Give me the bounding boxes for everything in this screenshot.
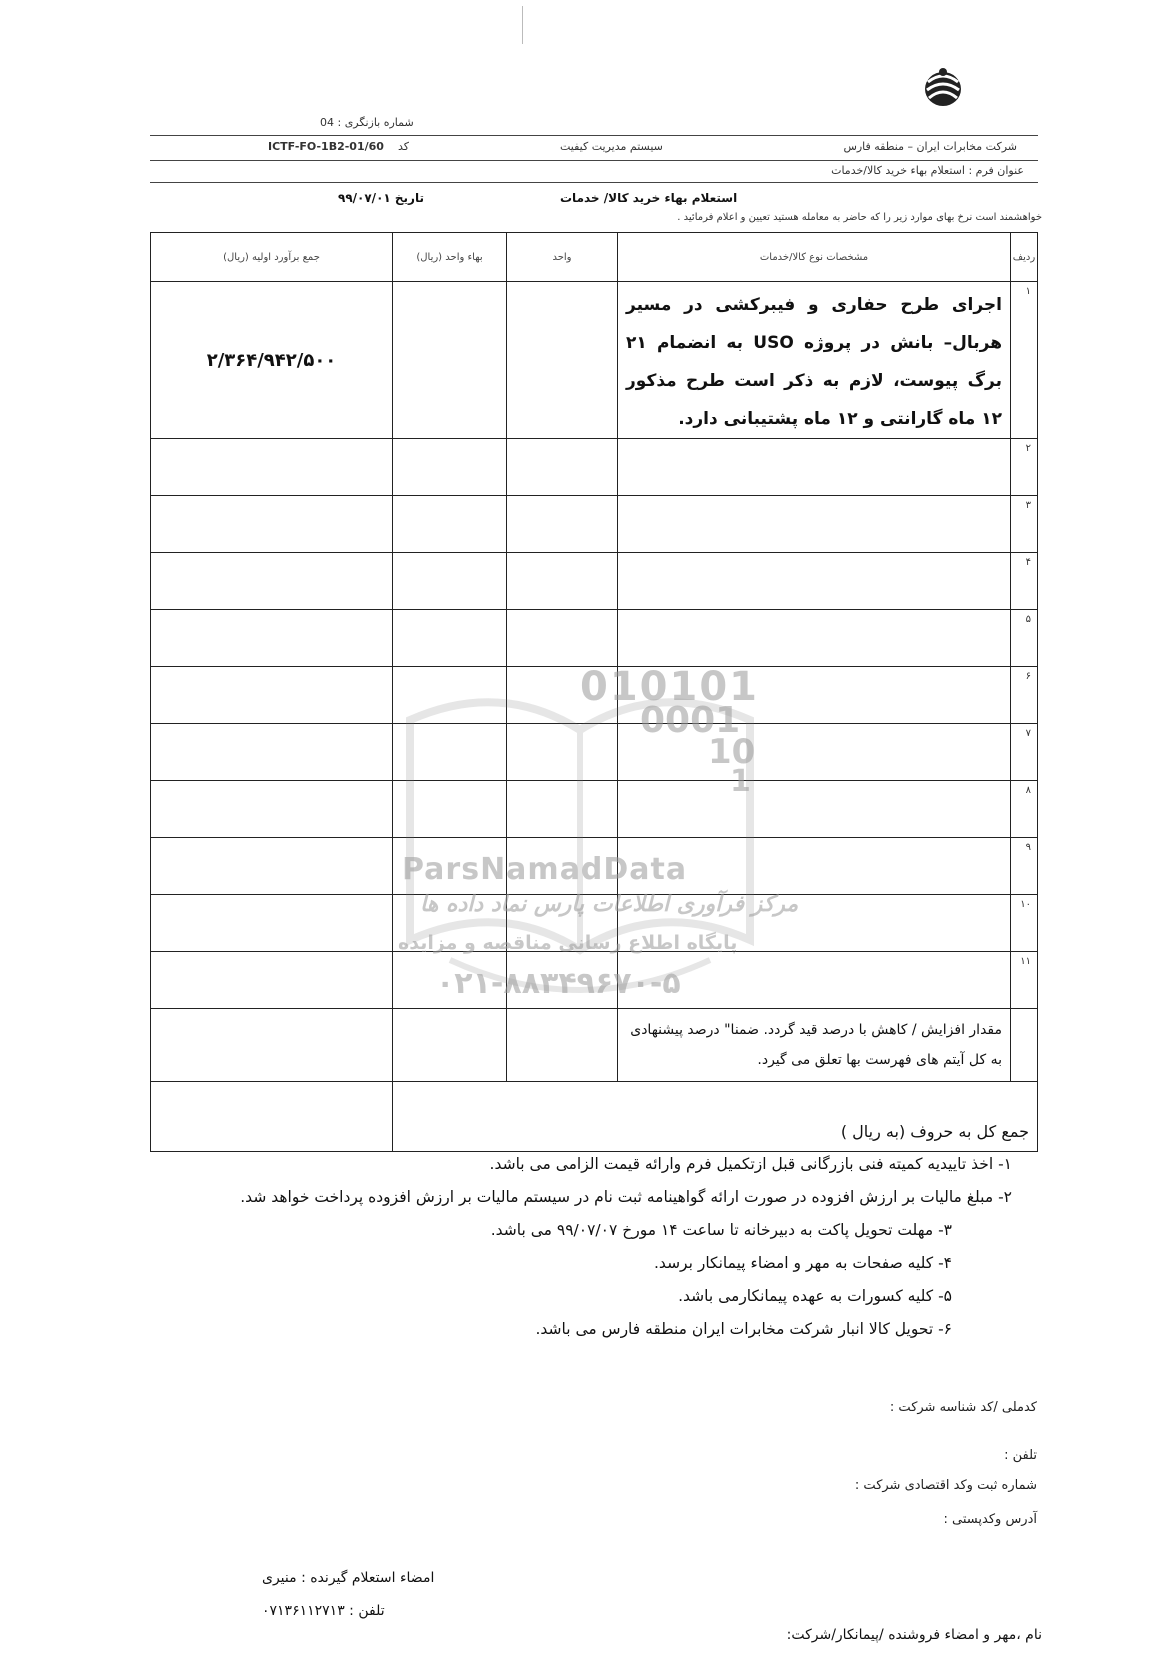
row-number: ۴: [1011, 553, 1038, 610]
table-row: [151, 439, 1038, 496]
table-row: [151, 282, 1038, 439]
row-total: ۲/۳۶۴/۹۴۲/۵۰۰: [151, 282, 393, 439]
col-header-unit: واحد: [507, 233, 618, 282]
condition-item: ۵- کلیه کسورات به عهده پیمانکارمی باشد.: [678, 1287, 952, 1305]
table-row: [151, 610, 1038, 667]
row-unit-price: [393, 282, 507, 439]
watermark-phone: ۰۲۱-۸۸۳۴۹۶۷۰-۵: [436, 966, 681, 1001]
watermark-line1: مرکز فرآوری اطلاعات پارس نماد داده ها: [420, 892, 799, 917]
inquiry-date: تاریخ ۹۹/۰۷/۰۱: [338, 191, 424, 205]
condition-item: ۴- کلیه صفحات به مهر و امضاء پیمانکار برسد.: [654, 1254, 952, 1272]
row-number: ۱۱: [1011, 952, 1038, 1009]
sum-in-words: جمع کل به حروف (به ریال ): [393, 1082, 1038, 1152]
table-row: [151, 496, 1038, 553]
row-number: ۷: [1011, 724, 1038, 781]
instruction-text: خواهشمند است نرخ بهای موارد زیر را که حاضر به معامله هستید تعیین و اعلام فرمائید .: [677, 212, 1042, 223]
condition-item: ۱- اخذ تاییدیه کمیته فنی بازرگانی قبل ازتکمیل فرم وارائه قیمت الزامی می باشد.: [489, 1155, 1012, 1173]
row-description: اجرای طرح حفاری و فیبرکشی در مسیر هربال– بانش در پروژه USO به انضمام ۲۱ برگ پیوست، لازم به ذکر است طرح مذکور ۱۲ ماه گارانتی و ۱۲ ماه پشتیبانی دارد.: [618, 282, 1011, 439]
form-title: عنوان فرم : استعلام بهاء خرید کالا/خدمات: [831, 164, 1024, 177]
header-bottom-line: [150, 182, 1038, 183]
economic-code-field: شماره ثبت وکد اقتصادی شرکت :: [854, 1478, 1037, 1493]
scan-mark: [522, 6, 523, 44]
row-number: ۳: [1011, 496, 1038, 553]
system-name: سیستم مدیریت کیفیت: [560, 140, 663, 153]
watermark-binary: 010101: [580, 664, 759, 710]
form-code-label: کد: [398, 140, 410, 153]
row-number: ۹: [1011, 838, 1038, 895]
phone-field: تلفن :: [1004, 1448, 1037, 1463]
watermark-binary: 10: [708, 732, 756, 772]
col-header-total: جمع برآورد اولیه (ریال): [151, 233, 393, 282]
row-number: ۵: [1011, 610, 1038, 667]
company-logo-icon: [918, 66, 968, 112]
address-field: آدرس وکدپستی :: [943, 1512, 1037, 1527]
table-row: [151, 553, 1038, 610]
watermark-brand: ParsNamadData: [402, 852, 688, 887]
company-name: شرکت مخابرات ایران – منطقه فارس: [843, 140, 1017, 153]
header-top-line: [150, 135, 1038, 136]
row-number: ۶: [1011, 667, 1038, 724]
watermark-binary: 1: [730, 764, 751, 799]
form-code: ICTF-FO-1B2-01/60: [268, 140, 384, 153]
percent-note: مقدار افزایش / کاهش با درصد قید گردد. ضمنا" درصد پیشنهادی به کل آیتم های فهرست بها تعلق می گیرد.: [618, 1009, 1011, 1082]
row-number: ۱۰: [1011, 895, 1038, 952]
national-id-field: کدملی /کد شناسه شرکت :: [889, 1400, 1037, 1415]
condition-item: ۲- مبلغ مالیات بر ارزش افزوده در صورت ارائه گواهینامه ثبت نام در سیستم مالیات بر ارزش افزوده پرداخت خواهد شد.: [240, 1188, 1012, 1206]
row-number: ۱: [1011, 282, 1038, 439]
col-header-desc: مشخصات نوع کالا/خدمات: [618, 233, 1011, 282]
col-header-unit-price: بهاء واحد (ریال): [393, 233, 507, 282]
row-number: ۸: [1011, 781, 1038, 838]
condition-item: ۶- تحویل کالا انبار شرکت مخابرات ایران منطقه فارس می باشد.: [535, 1320, 952, 1338]
row-unit: [507, 282, 618, 439]
main-title: استعلام بهاء خرید کالا/ خدمات: [560, 191, 738, 205]
inquirer-phone: تلفن : ۰۷۱۳۶۱۱۲۷۱۳: [262, 1603, 385, 1619]
row-number: ۲: [1011, 439, 1038, 496]
watermark-binary: 0001: [640, 700, 741, 741]
seller-signature: نام ،مهر و امضاء فروشنده /پیمانکار/شرکت:: [786, 1627, 1042, 1643]
watermark-line2: پایگاه اطلاع رسانی مناقصه و مزایده: [398, 932, 738, 954]
revision-number: شماره بازنگری : 04: [320, 116, 414, 129]
condition-item: ۳- مهلت تحویل پاکت به دبیرخانه تا ساعت ۱۴ مورخ ۹۹/۰۷/۰۷ می باشد.: [490, 1221, 952, 1239]
conditions-list: [132, 1148, 1012, 1346]
col-header-row: ردیف: [1011, 233, 1038, 282]
header-mid-line: [150, 160, 1038, 161]
sum-row: [151, 1082, 1038, 1152]
inquirer-signature: امضاء استعلام گیرنده : منیری: [262, 1570, 435, 1586]
